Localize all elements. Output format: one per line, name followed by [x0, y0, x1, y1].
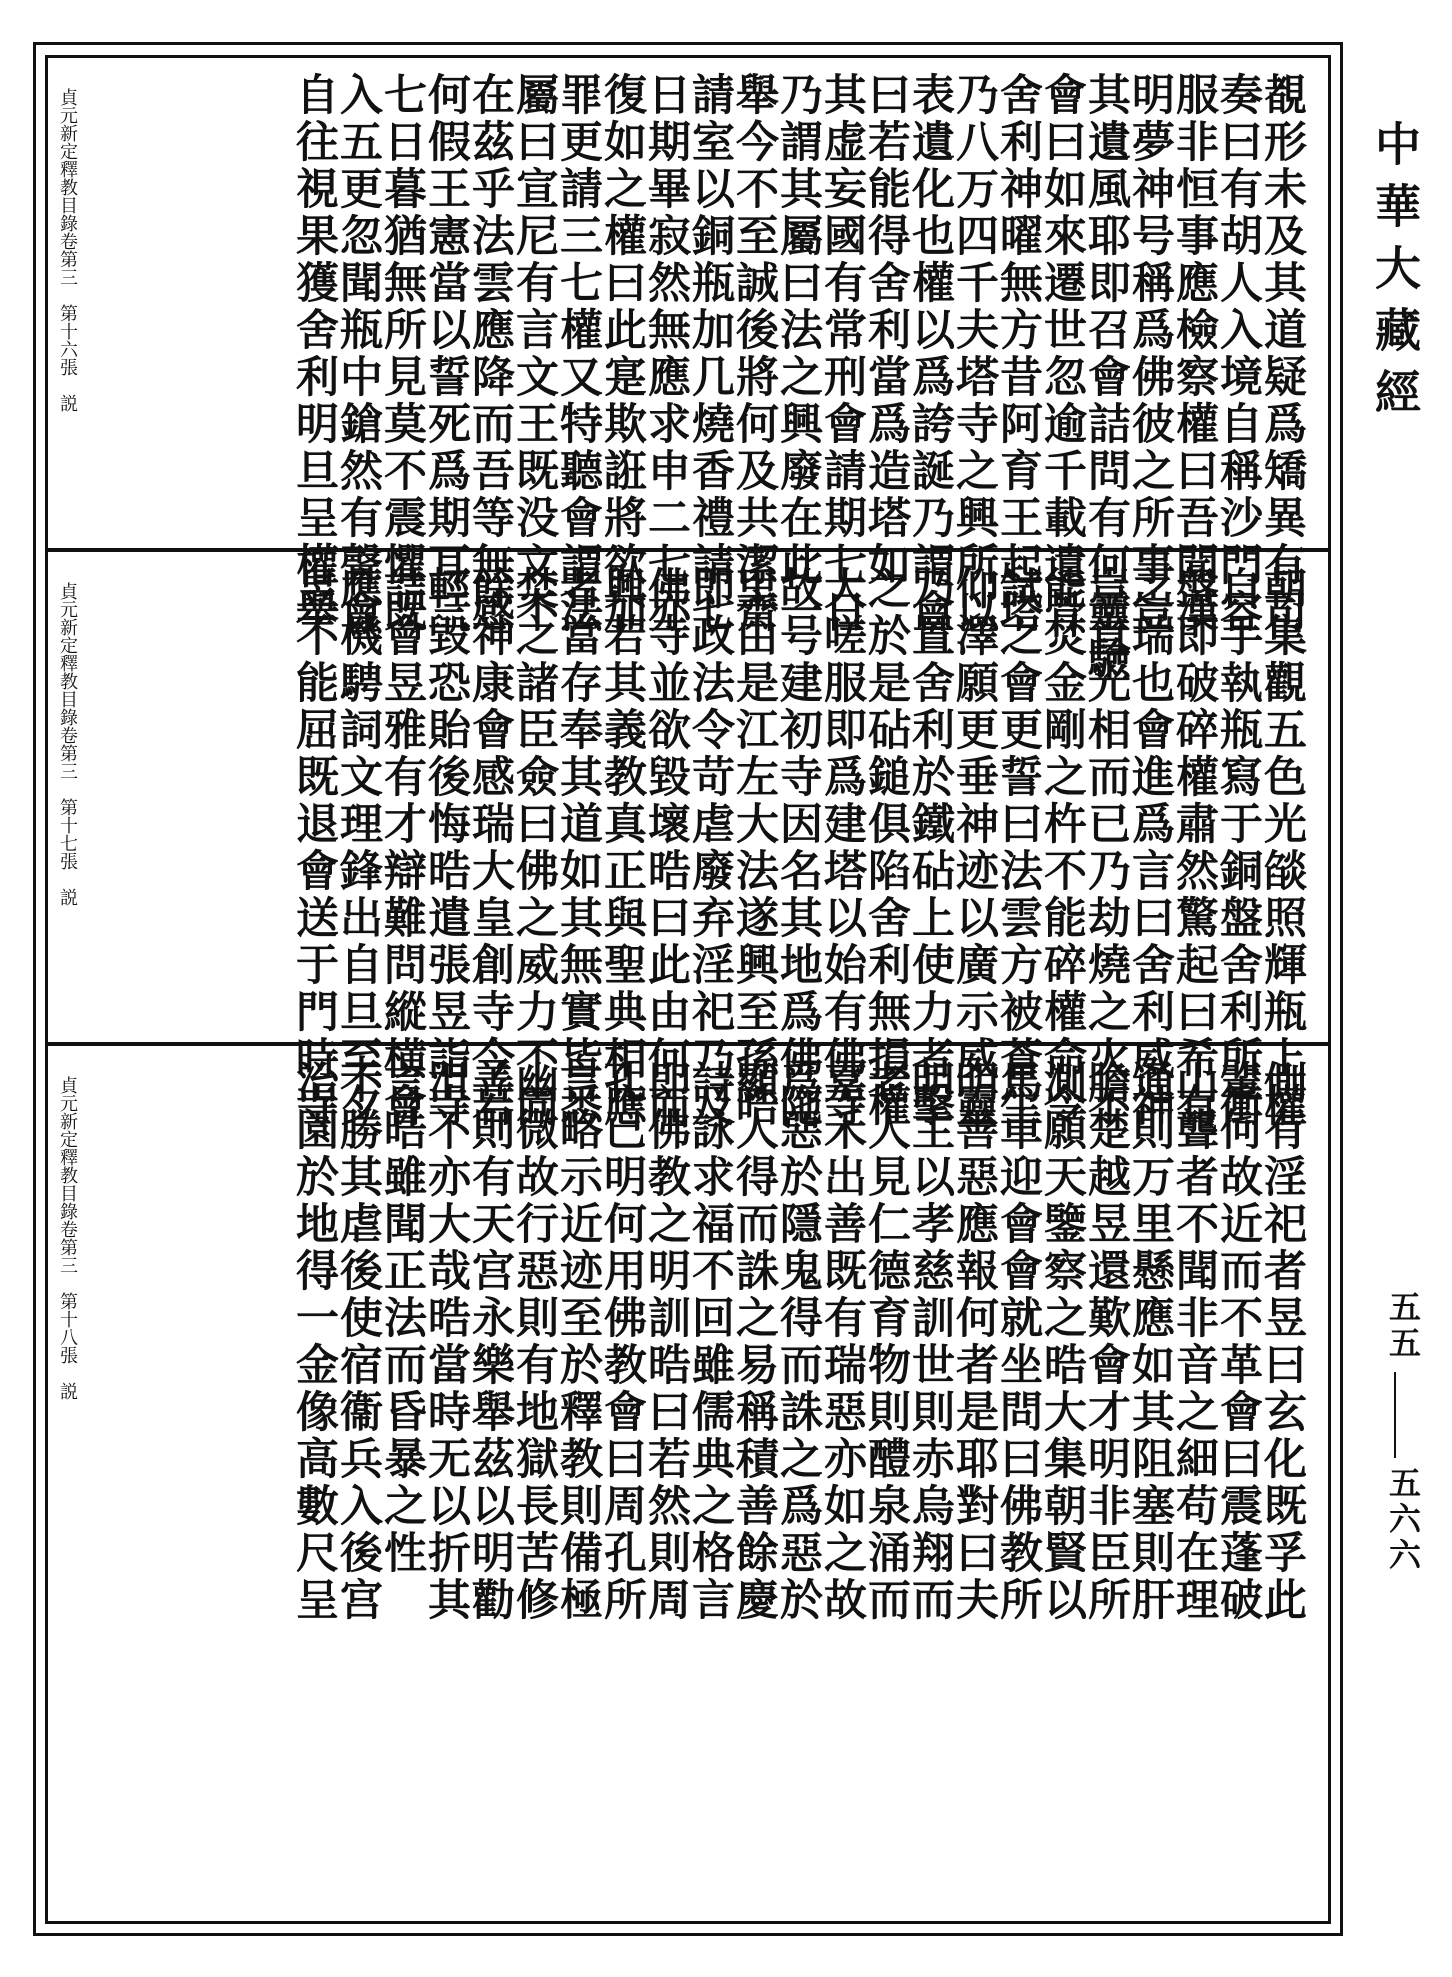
text-column: 復如之權曰此寔欺誑將欲加	[597, 72, 647, 636]
text-column: 之於是砧鎚俱陷舍利無損權	[861, 566, 911, 1130]
catalog-note: 貞元新定釋教目錄卷第三 第十六張 説	[57, 88, 78, 412]
text-column: 在茲乎法雲應降而吾等無感	[465, 72, 515, 636]
text-column: 乃謂其屬曰法之興廢在此一	[773, 72, 823, 636]
text-panel-top	[45, 58, 1331, 683]
text-column: 即政法令苛虐廢弃淫祀乃及	[685, 566, 735, 1130]
text-column: 其遺風耶即召會詰問有何靈驗	[1081, 72, 1131, 683]
page-number-left: 五五	[1384, 1290, 1422, 1362]
text-column: 自手執瓶寫于銅盤舍利所衝	[1213, 566, 1263, 1130]
text-column: 輩何故近而不革會曰震蓬破	[1213, 1060, 1263, 1624]
text-column: 試之會更誓曰法雲方被蒼生	[993, 566, 1043, 1130]
text-column: 善則有天宫永樂舉茲以明勸	[465, 1060, 515, 1624]
text-column: 餘神康會感瑞大皇創寺今若	[465, 566, 515, 1130]
text-column: 通則万里懸應如其阻塞則肝	[1125, 1060, 1175, 1624]
text-column: 何假王憲當以誓死爲期耳三	[421, 72, 471, 636]
text-column: 大嗟服即爲建塔以始有佛寺	[817, 566, 867, 1130]
text-column: 能焚金剛之杵不能碎權命令	[1037, 566, 1087, 1130]
text-column: 舉今不至誠後將何及共潔齋	[729, 72, 779, 636]
text-column: 佛寺並欲毀壞晧曰此由何而	[641, 566, 691, 1130]
text-column: 里由是江左大法遂興至孫晧	[729, 566, 779, 1130]
text-column: 言晧雖聞正法而昏暴之性	[377, 1060, 427, 1577]
text-column: 昱不能屈既退會送于門時寺	[289, 566, 339, 1130]
text-panel-bottom	[45, 1046, 1331, 1920]
text-column: 應機騁詞文理鋒出自旦至夕	[333, 566, 383, 1130]
text-column: 治園於地得一金像高數尺呈	[289, 1060, 339, 1624]
text-column: 表遺化也權以爲誇誕乃謂會	[905, 72, 955, 636]
text-column: 側有淫祀者昱曰玄化既孚此	[1257, 1060, 1307, 1624]
text-column: 爲惡於隱鬼得而誅之爲惡於	[773, 1060, 823, 1624]
text-column: 測願天鑒察之晧大集朝賢以	[1037, 1060, 1087, 1624]
text-column: 明善惡應報何者是耶對曰夫	[949, 1060, 999, 1624]
text-column: 覩形未及其道疑爲矯異有司	[1257, 72, 1307, 636]
text-column: 奏曰有胡人入境自稱沙門容	[1213, 72, 1263, 636]
text-column: 即佛教之明訓晧曰若然則周	[641, 1060, 691, 1624]
text-column: 焚之諸臣僉曰佛之威力不同	[509, 566, 559, 1130]
text-panel-middle	[45, 552, 1331, 1130]
text-column: 詰會昱雅有才辯難問縱横會	[377, 566, 427, 1130]
text-column: 興若其義教真正與聖典相應	[597, 566, 647, 1130]
text-column: 其虚妄國有常刑會請期七日	[817, 72, 867, 636]
text-column: 顯人得而誅之易稱積善餘慶	[729, 1060, 779, 1624]
text-column: 乃八万四千夫塔寺之興所以	[949, 72, 999, 636]
text-column: 輕毀恐貽後悔晧遣張昱詣寺	[421, 566, 471, 1130]
sutra-collection-title: 中華大藏經	[1368, 120, 1422, 430]
text-column: 七日暮猶無所見莫不震懼既	[377, 72, 427, 636]
page-number-right: 五六六	[1384, 1466, 1422, 1574]
page-number-dash	[1394, 1372, 1396, 1458]
text-column: 馬車迎會會就坐問曰佛教所	[993, 1060, 1043, 1624]
text-column: 詩詠求福不回雖儒典之格言	[685, 1060, 735, 1624]
text-column: 朝集觀五色光燄照輝瓶上權	[1257, 566, 1307, 1130]
catalog-note: 貞元新定釋教目錄卷第三 第十七張 説	[57, 582, 78, 906]
text-column: 豈直光相而已乃劫燒之火不	[1081, 566, 1131, 1130]
text-column: 屬曰宣尼有言文王既没文不	[509, 72, 559, 636]
text-column: 罪更請三七權又特聽會謂法	[553, 72, 603, 636]
text-column: 自往視果獲舍利明旦呈權舉	[289, 72, 339, 636]
text-column: 仰澤願更垂神迹以廣示威靈	[949, 566, 999, 1130]
text-column: 請室以銅瓶加几燒香禮請七	[685, 72, 735, 636]
text-column: 盤即破碎權肅然驚起曰希有	[1169, 566, 1219, 1130]
text-column: 者當存奉其道如其無實皆悉	[553, 566, 603, 1130]
text-column: 膽楚越昱還歎會才明非臣所	[1081, 1060, 1131, 1624]
text-column: 山聾者不聞非音之細苟在理	[1169, 1060, 1219, 1624]
text-column: 舍利神曜無方昔阿育王起塔	[993, 72, 1043, 636]
text-column: 會曰如來遷世忽逾千載遺骨	[1037, 72, 1087, 636]
text-column: 明主以孝慈訓世則赤烏翔而	[905, 1060, 955, 1624]
text-column: 明夢神号稱爲佛彼之所事豈	[1125, 72, 1175, 636]
catalog-note: 貞元新定釋教目錄卷第三 第十八張 説	[57, 1076, 78, 1400]
text-column: 日期畢寂然無應求申二七亦	[641, 72, 691, 636]
text-column: 曰若能得舍利當爲造塔如	[861, 72, 911, 589]
text-column: 老人見仁德育物則醴泉涌而	[861, 1060, 911, 1624]
text-column: 嘉禾出善既有瑞惡亦如之故	[817, 1060, 867, 1624]
text-column: 不勝其虐後使宿衞兵入後宫	[333, 1060, 383, 1624]
text-column: 服非恒事應檢察權曰吾聞漢	[1169, 72, 1219, 636]
text-column: 沮不亦大哉晧當時无以折其	[421, 1060, 471, 1624]
text-column: 故号建初寺因名其地爲佛陁	[773, 566, 823, 1130]
text-column: 入五更忽聞瓶中鎗然有聲會	[333, 72, 383, 636]
text-column: 之瑞也會進爲言曰舍利威神	[1125, 566, 1175, 1130]
text-column: 言略示近迹至於釋教則備極	[553, 1060, 603, 1624]
text-column: 乃置舍利於鐵砧上使力者擊	[905, 566, 955, 1130]
text-column: 幽微故行惡則有地獄長苦修	[509, 1060, 559, 1624]
text-column: 孔已明何用佛教會曰周孔所	[597, 1060, 647, 1624]
